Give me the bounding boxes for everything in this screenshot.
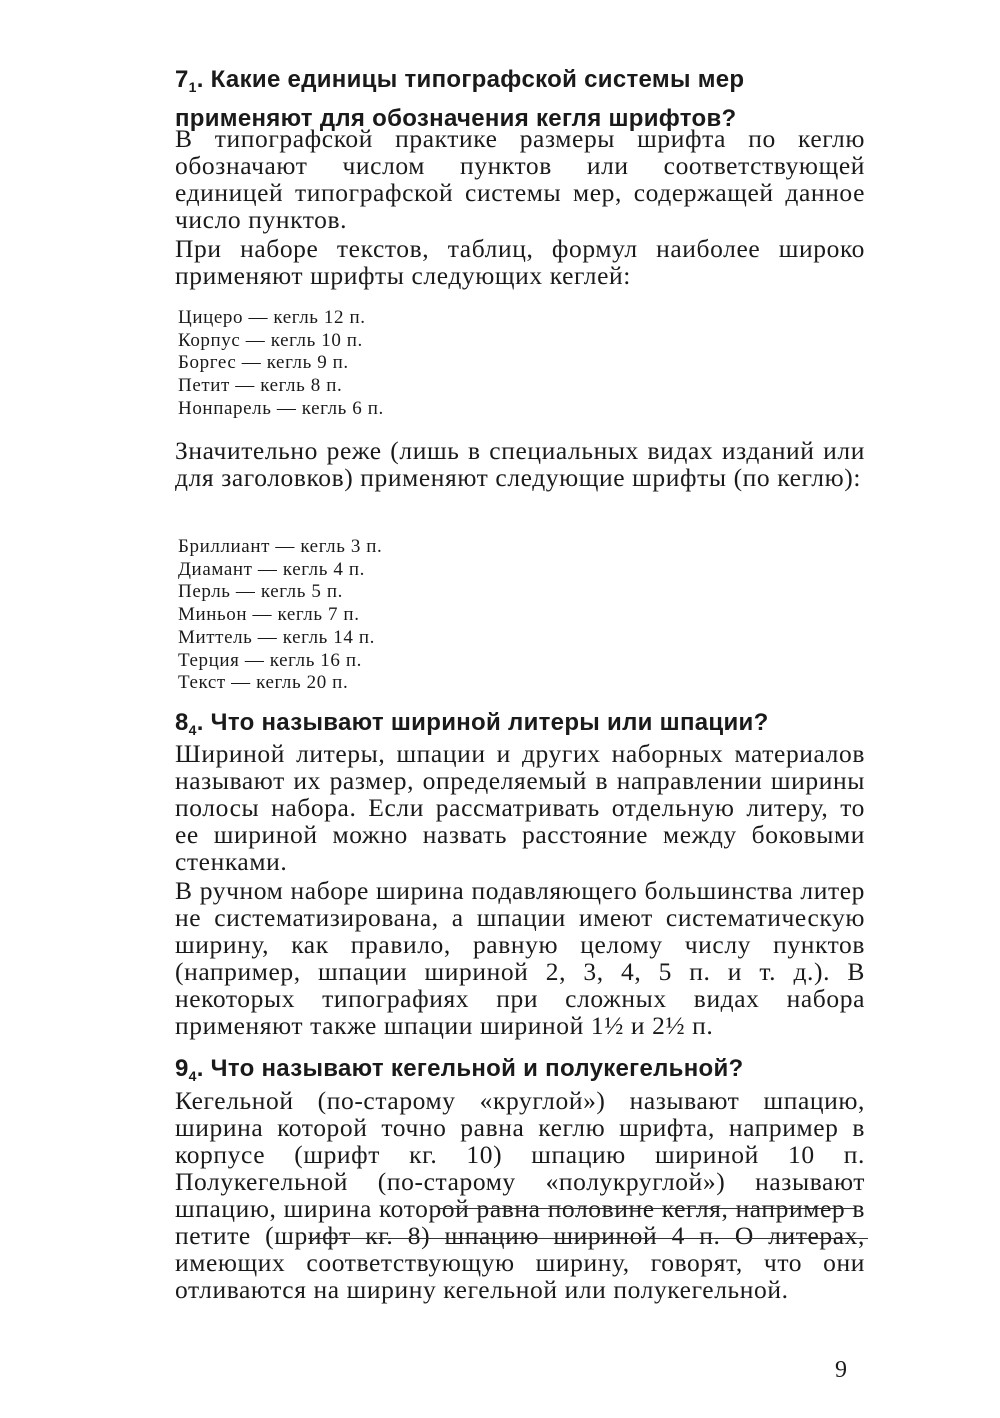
list-item: Бриллиант — кегль 3 п. bbox=[178, 536, 383, 557]
page-number: 9 bbox=[835, 1357, 847, 1383]
question-number: 8 bbox=[175, 709, 189, 736]
question-text: . Какие единицы типографской системы мер применяют для обозначения кегля шрифтов? bbox=[175, 66, 745, 132]
list-item: Перль — кегль 5 п. bbox=[178, 581, 343, 603]
list-item: Текст — кегль 20 п. bbox=[178, 672, 349, 694]
paragraph-7-2: При наборе текстов, таблиц, формул наиболее широко применяют шрифты следующих кеглей: bbox=[175, 234, 865, 290]
list-item: Цицеро — кегль 12 п. bbox=[178, 307, 366, 328]
paragraph-9-1: Кегельной (по-старому «круглой») называют шпацию, ширина которой точно равна кеглю шрифта, например в корпусе (шрифт кг. 10) шпацию шириной 10 п. Полукегельной (по-старому «полукруглой») называют шпацию, ширина которой равна половине кегля, например в петите (шрифт кг. 8) шпацию шириной 4 п. О литерах, имеющих соответствующую ширину, говорят, что они отливаются на ширину кегельной или полукегельной. bbox=[175, 1086, 865, 1304]
paragraph-8-1: Шириной литеры, шпации и других наборных материалов называют их размер, определяемый в направлении ширины полосы набора. Если рассматривать отдельную литеру, то ее шириной можно назвать расстояние между боковыми стенками. bbox=[175, 739, 865, 876]
list-item: Миньон — кегль 7 п. bbox=[178, 604, 360, 626]
list-item: Миттель — кегль 14 п. bbox=[178, 626, 375, 648]
question-subscript: 4 bbox=[188, 1068, 197, 1084]
question-subscript: 4 bbox=[188, 722, 197, 738]
font-list-common bbox=[178, 307, 384, 421]
list-item: Боргес — кегль 9 п. bbox=[178, 352, 349, 374]
paragraph-7-1: В типографской практике размеры шрифта по кеглю обозначают числом пунктов или соответствующей единицей типографской системы мер, содержащей данное число пунктов. bbox=[175, 124, 865, 234]
list-item: Нонпарель — кегль 6 п. bbox=[178, 397, 384, 419]
question-text: . Что называют кегельной и полукегельной? bbox=[196, 1055, 744, 1082]
font-list-rare bbox=[178, 536, 382, 695]
list-item: Диамант — кегль 4 п. bbox=[178, 558, 365, 580]
strike-line bbox=[440, 1208, 855, 1209]
list-item: Корпус — кегль 10 п. bbox=[178, 329, 363, 351]
list-item: Петит — кегль 8 п. bbox=[178, 375, 343, 397]
question-number: 9 bbox=[175, 1055, 189, 1082]
strike-line bbox=[308, 1238, 868, 1239]
question-number: 7 bbox=[175, 66, 189, 93]
question-subscript: 1 bbox=[188, 79, 197, 95]
paragraph-7-3: Значительно реже (лишь в специальных видах изданий или для заголовков) применяют следующие шрифты (по кеглю): bbox=[175, 436, 865, 492]
paragraph-8-2: В ручном наборе ширина подавляющего большинства литер не систематизирована, а шпации имеют систематическую ширину, как правило, равную целому числу пунктов (например, шпации шириной 2, 3, 4, 5 п. и т. д.). В некоторых типографиях при сложных видах набора применяют также шпации шириной 1½ и 2½ п. bbox=[175, 876, 865, 1040]
question-text: . Что называют шириной литеры или шпации? bbox=[196, 709, 769, 736]
list-item: Терция — кегль 16 п. bbox=[178, 649, 362, 671]
